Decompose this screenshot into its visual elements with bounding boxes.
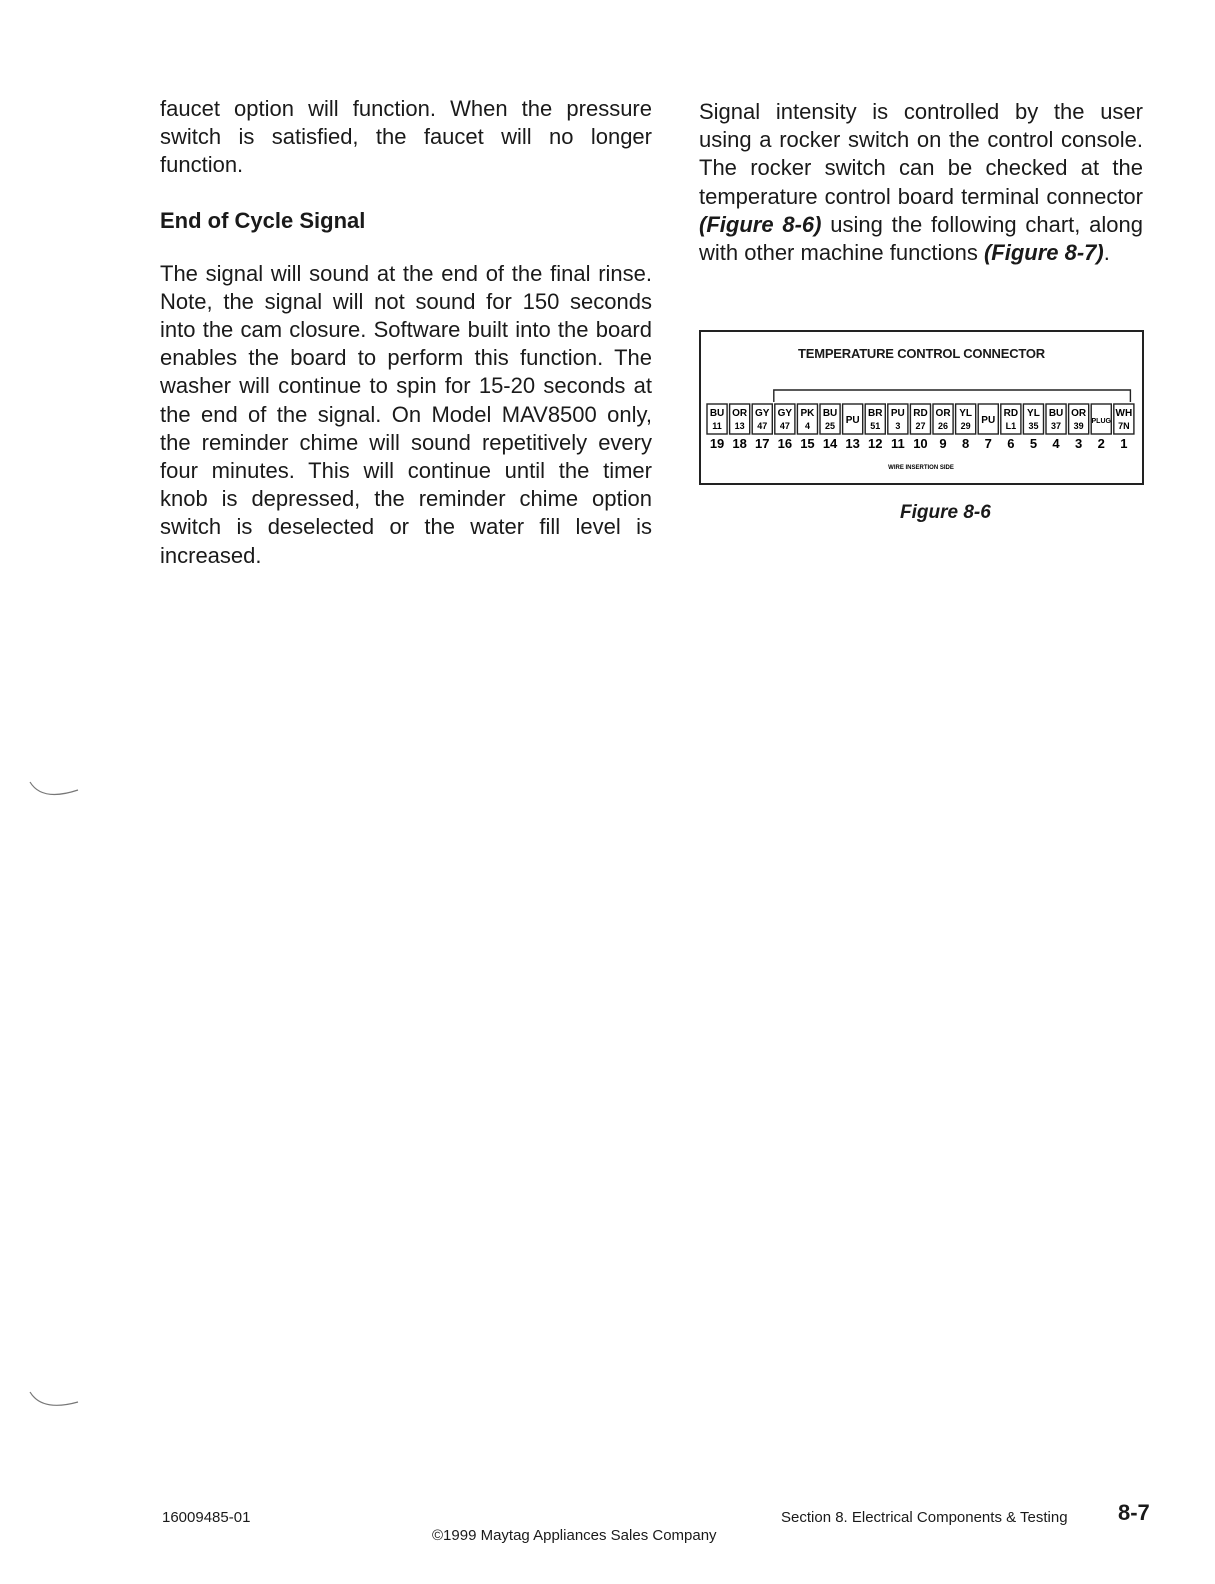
connector-figure bbox=[699, 330, 1144, 485]
terminal-color-label: GY bbox=[777, 408, 793, 419]
terminal-wire-number: 35 bbox=[1028, 421, 1039, 431]
terminal-wire-number: 11 bbox=[712, 421, 722, 431]
terminal-color-label: PK bbox=[800, 408, 815, 419]
terminal-wire-number: 4 bbox=[804, 421, 810, 431]
terminal-color-label: RD bbox=[913, 408, 928, 419]
terminal-color-label: BU bbox=[1048, 408, 1064, 419]
terminal-color-label: PLUG bbox=[1091, 418, 1111, 425]
terminal-wire-number: L1 bbox=[1005, 421, 1017, 431]
terminal-pin-number: 15 bbox=[800, 436, 815, 451]
terminal-pin-number: 19 bbox=[709, 436, 725, 451]
section-heading: End of Cycle Signal bbox=[160, 207, 366, 233]
terminal-wire-number: 51 bbox=[870, 421, 881, 431]
terminal-wire-number: 39 bbox=[1073, 421, 1084, 431]
terminal-pin-number: 13 bbox=[845, 436, 860, 451]
terminal-color-label: OR bbox=[935, 408, 951, 419]
terminal-pin-number: 4 bbox=[1052, 436, 1060, 451]
terminal-wire-number: 29 bbox=[960, 421, 971, 431]
terminal-pin-number: 8 bbox=[962, 436, 970, 451]
terminal-color-label: PU bbox=[845, 415, 860, 426]
terminal-pin-number: 16 bbox=[777, 436, 793, 451]
terminal-color-label: BU bbox=[709, 408, 725, 419]
right-column bbox=[699, 98, 1143, 267]
terminal-wire-number: 7N bbox=[1118, 421, 1130, 431]
terminal-pin-number: 11 bbox=[890, 436, 905, 451]
terminal-pin-number: 3 bbox=[1075, 436, 1083, 451]
terminal-pin-number: 7 bbox=[984, 436, 992, 451]
section-title: Section 8. Electrical Components & Testing bbox=[781, 1509, 1068, 1526]
terminal-pin-number: 18 bbox=[732, 436, 747, 451]
bracket-line bbox=[774, 390, 1131, 402]
terminal-wire-number: 13 bbox=[734, 421, 745, 431]
terminal-wire-number: 3 bbox=[895, 421, 901, 431]
left-column bbox=[160, 95, 652, 570]
terminal-color-label: OR bbox=[1071, 408, 1087, 419]
figure-caption: Figure 8-6 bbox=[900, 502, 991, 523]
terminal-color-label: WH bbox=[1115, 408, 1133, 419]
figure-reference-8-6: (Figure 8-6) bbox=[699, 211, 822, 237]
text-fragment: Signal intensity is controlled by the user using a rocker switch on the control console. The rocker switch can be checked at the temperature control board terminal connector bbox=[699, 99, 1143, 209]
text-fragment: . bbox=[1103, 240, 1110, 266]
terminal-wire-number: 47 bbox=[779, 421, 790, 431]
terminal-wire-number: 27 bbox=[915, 421, 926, 431]
terminal-color-label: YL bbox=[1027, 408, 1040, 419]
terminal-color-label: PU bbox=[981, 415, 996, 426]
terminal-color-label: GY bbox=[755, 408, 770, 419]
terminal-pin-number: 10 bbox=[913, 436, 928, 451]
terminal-pin-number: 5 bbox=[1029, 436, 1038, 451]
terminal-pin-number: 14 bbox=[822, 436, 838, 451]
terminal-pin-number: 17 bbox=[755, 436, 770, 451]
terminal-wire-number: 26 bbox=[938, 421, 949, 431]
copyright: ©1999 Maytag Appliances Sales Company bbox=[432, 1527, 717, 1544]
figure-reference-8-7: (Figure 8-7) bbox=[983, 240, 1104, 266]
terminal-color-label: BU bbox=[822, 408, 838, 419]
page-number: 8-7 bbox=[1118, 1500, 1150, 1525]
terminal-color-label: RD bbox=[1003, 408, 1019, 419]
terminal-wire-number: 37 bbox=[1051, 421, 1062, 431]
terminal-pin-number: 6 bbox=[1007, 436, 1015, 451]
figure-title: TEMPERATURE CONTROL CONNECTOR bbox=[798, 346, 1045, 361]
terminal-wire-number: 25 bbox=[825, 421, 836, 431]
terminal-color-label: BR bbox=[868, 408, 883, 419]
text-fragment: using the following chart, along with other machine functions bbox=[699, 211, 1143, 266]
paragraph-faucet: faucet option will function. When the pressure switch is satisfied, the faucet will no longer function. bbox=[160, 96, 652, 178]
paragraph-signal-intensity bbox=[699, 98, 1143, 267]
terminal-wire-number: 47 bbox=[757, 421, 768, 431]
terminal-pin-number: 1 bbox=[1120, 436, 1128, 451]
wire-insertion-side-label: WIRE INSERTION SIDE bbox=[888, 465, 954, 471]
terminal-color-label: YL bbox=[959, 408, 973, 419]
terminal-pin-number: 2 bbox=[1097, 436, 1105, 451]
paragraph-end-of-cycle: The signal will sound at the end of the final rinse. Note, the signal will not sound for 150 seconds into the cam closure. Software built into the board enables the board to perform this function. The washer will continue to spin for 15-20 seconds at the end of the signal. On Model MAV8500 only, the reminder chime will sound repetitively every four minutes. This will continue until the timer knob is depressed, the reminder chime option switch is deselected or the water fill level is increased. bbox=[160, 260, 652, 568]
terminal-color-label: OR bbox=[732, 408, 748, 419]
scan-artifact-mark bbox=[20, 1380, 90, 1420]
scan-artifact-mark bbox=[20, 770, 90, 810]
terminal-pin-number: 9 bbox=[939, 436, 947, 451]
document-number: 16009485-01 bbox=[162, 1509, 251, 1526]
terminal-color-label: PU bbox=[890, 408, 905, 419]
terminal-pin-number: 12 bbox=[868, 436, 883, 451]
connector-diagram bbox=[701, 332, 1142, 483]
